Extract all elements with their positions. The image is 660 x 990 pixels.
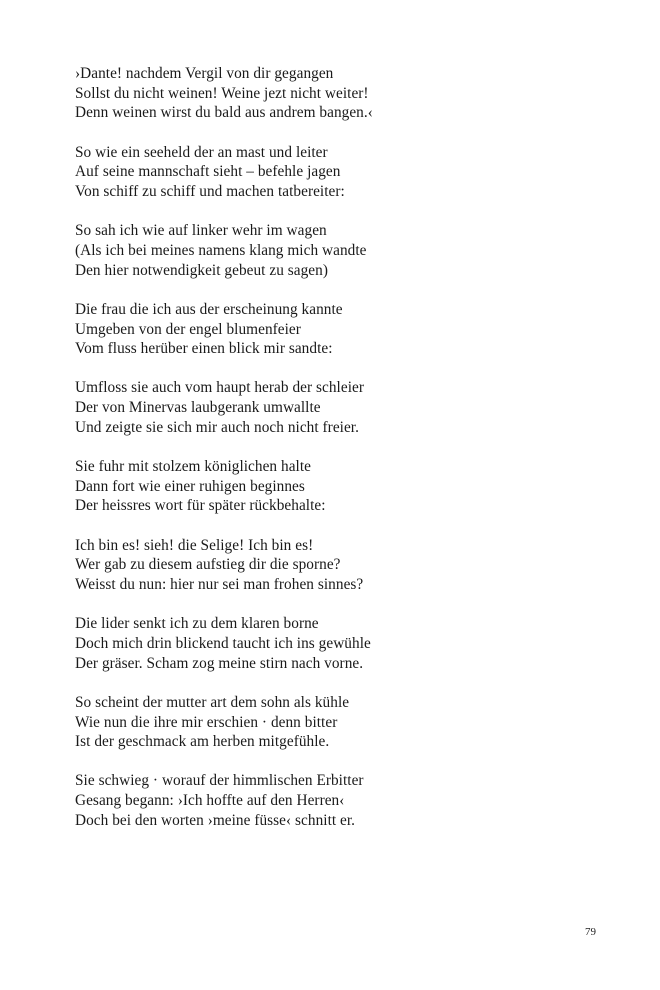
verse-line: Denn weinen wirst du bald aus andrem bangen.‹ — [75, 104, 373, 122]
verse-line: Ist der geschmack am herben mitgefühle. — [75, 733, 330, 751]
stanza — [75, 536, 595, 595]
verse-line: Weisst du nun: hier nur sei man frohen sinnes? — [75, 576, 364, 594]
verse-line: Umgeben von der engel blumenfeier — [75, 320, 301, 338]
stanza — [75, 614, 595, 673]
verse-line: Auf seine mannschaft sieht – befehle jagen — [75, 163, 341, 181]
verse-line: Den hier notwendigkeit gebeut zu sagen) — [75, 261, 328, 279]
verse-line: Die lider senkt ich zu dem klaren borne — [75, 615, 319, 633]
verse-line: Sie schwieg · worauf der himmlischen Erbitter — [75, 772, 364, 790]
verse-line: (Als ich bei meines namens klang mich wandte — [75, 241, 367, 259]
verse-line: Vom fluss herüber einen blick mir sandte: — [75, 340, 333, 358]
stanza — [75, 693, 595, 752]
verse-line: Doch mich drin blickend taucht ich ins gewühle — [75, 634, 371, 652]
stanza — [75, 143, 595, 202]
verse-line: Ich bin es! sieh! die Selige! Ich bin es! — [75, 536, 314, 554]
stanza — [75, 221, 595, 280]
poem-text — [75, 64, 595, 850]
verse-line: Wer gab zu diesem aufstieg dir die sporne? — [75, 556, 341, 574]
verse-line: So scheint der mutter art dem sohn als kühle — [75, 693, 350, 711]
verse-line: Umfloss sie auch vom haupt herab der schleier — [75, 379, 364, 397]
verse-line: Und zeigte sie sich mir auch noch nicht freier. — [75, 418, 359, 436]
verse-line: Der von Minervas laubgerank umwallte — [75, 399, 321, 417]
stanza — [75, 300, 595, 359]
stanza — [75, 771, 595, 830]
verse-line: So wie ein seeheld der an mast und leiter — [75, 143, 328, 161]
verse-line: So sah ich wie auf linker wehr im wagen — [75, 222, 327, 240]
verse-line: Der heissres wort für später rückbehalte: — [75, 497, 326, 515]
verse-line: Sollst du nicht weinen! Weine jezt nicht weiter! — [75, 84, 369, 102]
verse-line: Die frau die ich aus der erscheinung kannte — [75, 300, 343, 318]
verse-line: Doch bei den worten ›meine füsse‹ schnitt er. — [75, 811, 356, 829]
verse-line: ›Dante! nachdem Vergil von dir gegangen — [75, 65, 334, 82]
page-number: 79 — [585, 926, 596, 938]
verse-line: Von schiff zu schiff und machen tatbereiter: — [75, 183, 345, 201]
verse-line: Dann fort wie einer ruhigen beginnes — [75, 477, 305, 495]
stanza — [75, 378, 595, 437]
stanza — [75, 64, 595, 123]
verse-line: Gesang begann: ›Ich hoffte auf den Herren‹ — [75, 792, 345, 810]
stanza — [75, 457, 595, 516]
verse-line: Der gräser. Scham zog meine stirn nach vorne. — [75, 654, 364, 672]
verse-line: Wie nun die ihre mir erschien · denn bitter — [75, 713, 338, 731]
verse-line: Sie fuhr mit stolzem königlichen halte — [75, 458, 311, 476]
